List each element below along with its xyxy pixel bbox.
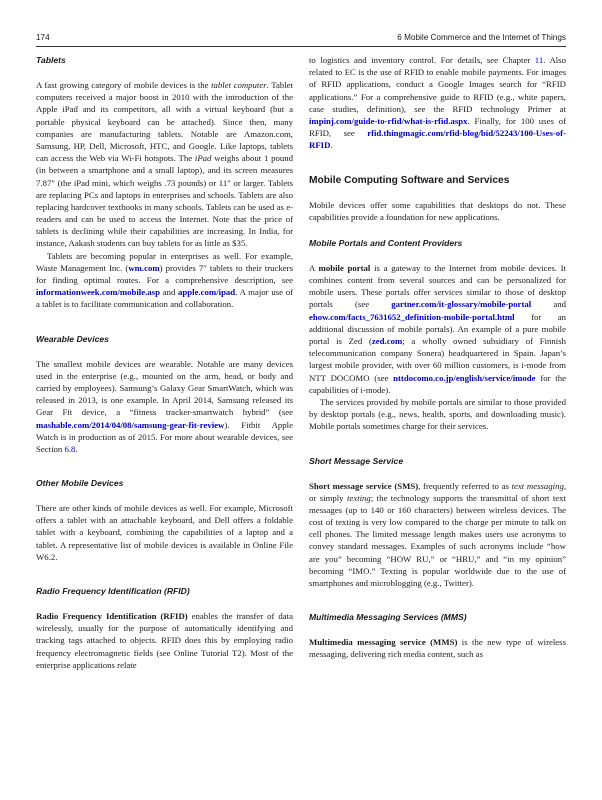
term: iPad [194,153,212,164]
link-impinj[interactable]: impinj.com/guide-to-rfid/what-is-rfid.aspx [309,115,468,126]
link-nttdocomo[interactable]: nttdocomo.co.jp/english/service/imode [393,372,536,383]
term: Multimedia messaging service (MMS) [309,637,458,648]
text: and [531,299,566,310]
text: ; the technology supports the transmittal of short text messages (up to 140 or 160 characters) between wireless devices. The cost of texting is very low compared to the charge per minute to talk on cell phones. The limited message length makes users use acronyms to convey standard messages. Examples of such acronyms include “how are you” becoming “HOW RU,” or “HRU,” and “in my opinion” becoming “IMO.” Texting is popular worldwide due to the use of smartphones and microblogging (e.g., Twitter). [309,492,566,588]
text: , or simply [309,480,567,503]
heading-mobile-software: Mobile Computing Software and Services [309,174,510,186]
text: . [330,140,333,151]
text: enables the transfer of data wirelessly, usually for the purpose of automatically identifying and tracking tags attached to objects. RFID does this by employing radio frequency electromagnetic fields (see Online Tutorial T2). Most of the enterprise applications relate [36,611,293,670]
text: weighs about 1 pound (in between a smartphone and a small laptop), and its screen measures 7.87″ (the iPad mini, which weighs .73 pounds) or 11″ or larger. Tablets are replacing PCs and laptops in enterprises and schools. Tablets are also replacing hardcover textbooks in many schools. Tablets can be used as e-readers and can be used to access the Internet. Note that the price of tablets is declining while their capabilities are increasing. In India, for instance, Aakash students can buy tablets for as little as $35. [36,153,293,249]
left-column [36,54,293,671]
term: text messaging [511,480,564,491]
paragraph [309,262,566,396]
heading-mobile-portals: Mobile Portals and Content Providers [309,237,463,248]
link-thingmagic[interactable]: rfid.thingmagic.com/rfid-blog/bid/52243/100-Uses-of-RFID [309,128,566,151]
heading-sms: Short Message Service [309,455,404,466]
text: . Also related to EC is the use of RFID to enable mobile payments. For images of RFID applications, conduct a Google Images search for “RFID applications.” For a comprehensive guide to RFID (e.g., white papers, case studies, definition), see the RFID technology Primer at [309,55,566,114]
heading-rfid: Radio Frequency Identification (RFID) [36,586,190,596]
text: A [309,262,319,273]
text: . Tablet computers received a major boost in 2010 with the introduction of the Apple iPad and its competitors, all with a virtual keyboard (but a portable physical keyboard can be attached). Since then, many companies are manufacturing tablets. Notable are Amazon.com, Samsung, HP, Dell, Microsoft, HTC, and Google. Like laptops, tablets can access the Web via Wi-Fi hotspots. The [36,80,293,164]
running-head: 6 Mobile Commerce and the Internet of Things [397,33,566,42]
text: ). Fitbit Apple Watch is in production as of 2015. For more about wearable devices, see Section [36,419,293,454]
heading-tablets: Tablets [36,55,66,65]
text: is the new type of wireless messaging, delivering rich media content, such as [309,637,566,660]
right-column [309,54,566,661]
term: Radio Frequency Identification (RFID) [36,611,188,621]
text: . A major use of a tablet is to facilitate communication and collaboration. [36,287,293,310]
paragraph [36,610,293,671]
paragraph [309,54,566,152]
text: Tablets are becoming popular in enterprises as well. For example, Waste Management Inc. ( [36,250,293,273]
link-informationweek[interactable]: informationweek.com/mobile.asp [36,287,160,298]
link-apple-ipad[interactable]: apple.com/ipad [178,287,236,298]
text: for an additional discussion of mobile portals). An example of a pure mobile portal is Zed ( [309,311,566,346]
text: to logistics and inventory control. For details, see Chapter [309,55,535,65]
term: mobile portal [318,262,371,273]
term: tablet computer [211,80,267,90]
page-header [36,33,566,45]
heading-other-devices: Other Mobile Devices [36,478,124,489]
header-rule [36,46,566,47]
paragraph [309,636,566,660]
link-mashable[interactable]: mashable.com/2014/04/08/samsung-gear-fit-review [36,419,225,430]
paragraph [36,79,293,250]
paragraph [36,358,293,456]
term: Short message service (SMS) [309,480,419,491]
heading-wearable: Wearable Devices [36,333,109,344]
text: for the capabilities of i-mode). [309,372,566,395]
text: . [75,443,78,454]
text: is a gateway to the Internet from mobile devices. It combines content from several sources and can be personalized for mobile users. These portals offer services similar to those of desktop portals (see [309,262,567,310]
text: The smallest mobile devices are wearable. Notable are many devices used in the enterprise (e.g., mounted on the arm, head, or body and carried by employees). Samsung’s Galaxy Gear SmartWatch, which was released in 2013, is one example. In April 2014, Samsung released its Gear Fit device, a “fitness tracker-smartwatch hybrid” (see [36,358,293,418]
chapter-reference[interactable]: 11 [534,55,544,65]
text: A fast growing category of mobile devices is the [36,80,212,90]
paragraph: The services provided by mobile portals are similar to those provided by desktop portals (e.g., news, health, sports, and downloading music). Mobile portals sometimes charge for their services. [309,396,566,432]
text: ) provides 7″ tablets to their truckers for finding optimal routes. For a comprehensive description, see [36,262,293,285]
link-ehow[interactable]: ehow.com/facts_7631652_definition-mobile-portal.html [309,311,515,322]
text: and [159,287,179,298]
text: ; a wholly owned subsidiary of Finnish telecommunication company Sonera) headquartered in Spain. Japan’s largest mobile provider, with over 60 million customers, is i-mode from NTT DOCOMO (see [309,336,567,383]
paragraph: There are other kinds of mobile devices as well. For example, Microsoft offers a tablet with an attachable keyboard, and Dell offers a foldable tablet with a keyboard, combining the capabilities of a laptop and a tablet. A representative list of mobile devices is available in Online File W6.2. [36,503,293,562]
paragraph: Mobile devices offer some capabilities that desktops do not. These capabilities provide a foundation for new applications. [309,199,566,222]
paragraph [36,250,293,311]
paragraph [309,480,566,590]
text: , frequently referred to as [418,480,512,491]
page-number: 174 [36,33,50,42]
link-wm[interactable]: wm.com [128,262,160,273]
section-reference[interactable]: 6.8 [64,443,76,454]
link-zed[interactable]: zed.com [371,336,403,346]
link-gartner[interactable]: gartner.com/it-glossary/mobile-portal [391,299,532,310]
term: texting [347,492,371,503]
text: . Finally, for 100 uses of RFID, see [309,115,566,139]
heading-mms: Multimedia Messaging Services (MMS) [309,612,467,623]
